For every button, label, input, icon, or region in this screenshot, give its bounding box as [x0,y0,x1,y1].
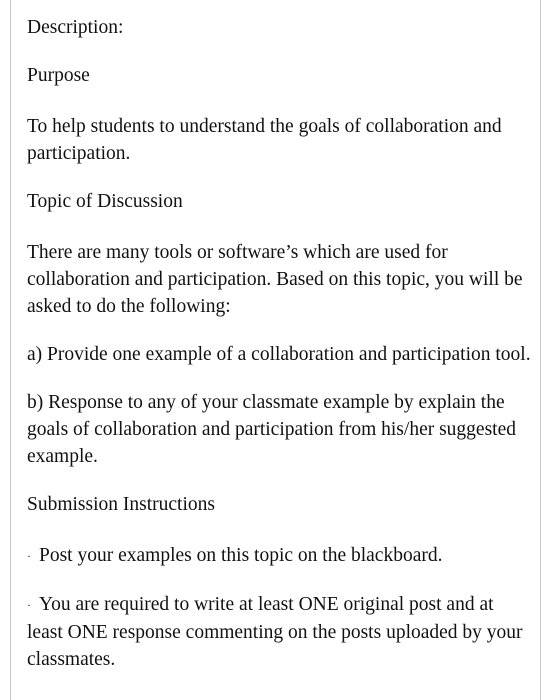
item-a: a) Provide one example of a collaboration and participation tool. [27,344,531,365]
bullet-text-2: You are required to write at least ONE original post and at least ONE response commenting on the posts uploaded by your classmates. [27,594,523,671]
bullet-item-2 [27,591,532,673]
description-heading: Description: [27,17,124,38]
submission-heading: Submission Instructions [27,494,215,515]
item-b: b) Response to any of your classmate example by explain the goals of collaboration and participation from his/her suggested example. [27,392,516,467]
bullet-item-1 [27,542,532,570]
bullet-icon: · [27,598,31,613]
bullet-text-1: Post your examples on this topic on the blackboard. [39,545,443,566]
bullet-icon: · [27,549,31,564]
topic-heading: Topic of Discussion [27,191,183,212]
purpose-text: To help students to understand the goals of collaboration and participation. [27,116,502,164]
assignment-description [27,14,532,673]
topic-text: There are many tools or software’s which are used for collaboration and participation. Based on this topic, you will be asked to do the following: [27,242,523,317]
purpose-heading: Purpose [27,65,90,86]
